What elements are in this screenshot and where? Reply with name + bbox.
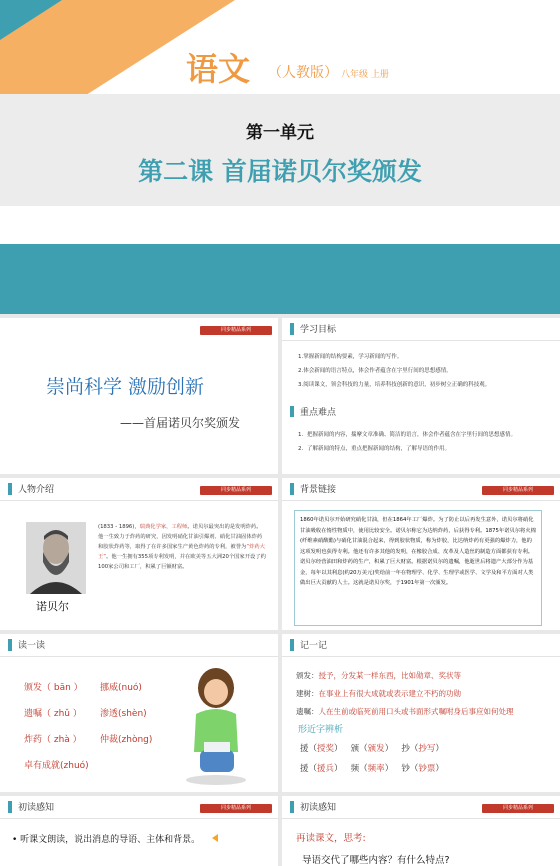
first-read-heading: 初读感知 xyxy=(18,803,55,813)
goal-item: 3.阅读课文，领会科技的力量，培养科技创新的意识，初步树立正确的科技观。 xyxy=(298,382,491,388)
definition-row: 遗嘱：人在生前或临死前用口头或书面形式嘱咐身后事应如何处理 xyxy=(296,707,514,716)
similar-chars-row: 援（授奖） 颁（颁发） 抄（抄写） xyxy=(300,744,444,754)
person-slide xyxy=(0,478,278,630)
teal-triangle-decoration xyxy=(0,0,62,40)
lesson-title: 第二课 首届诺贝尔奖颁发 xyxy=(138,157,422,186)
theme-subtitle: ——首届诺贝尔奖颁发 xyxy=(120,416,241,430)
goals-header xyxy=(282,318,560,341)
header-bar-icon xyxy=(290,639,294,651)
bio-main: 。诺贝尔最突出的是发明炸药。他一生致力于炸药的研究，因发明硝化甘油引爆剂、硝化甘油固体炸药和胶状炸药等，取得了在许多国家生产黄色炸药的专利，被誉为 xyxy=(98,524,263,550)
first-read-2-heading: 初读感知 xyxy=(300,803,337,813)
header-bar-icon xyxy=(8,639,12,651)
lead-question: 导语交代了哪些内容？有什么特点? xyxy=(302,855,450,866)
theme-slide xyxy=(0,318,278,474)
reading-header xyxy=(0,634,278,657)
word-item: 渗透(shèn) xyxy=(100,709,147,719)
speaker-icon[interactable] xyxy=(212,834,218,842)
reading-slide xyxy=(0,634,278,792)
key-points-header xyxy=(282,402,560,420)
series-badge: 同步精品系列 xyxy=(200,326,272,335)
header-bar-icon xyxy=(290,483,294,495)
similar-chars-heading: 形近字辨析 xyxy=(298,725,344,735)
word-item: 颁发（ bān ） xyxy=(24,683,83,693)
teal-band xyxy=(0,244,560,314)
header-bar-icon xyxy=(290,406,294,417)
unit-title: 第一单元 xyxy=(246,123,314,143)
background-text: 1860年诺贝尔开始研究硝化甘油，但在1864年工厂爆炸。为了防止以后再发生意外，诺贝尔将硝化甘油吸收在惰性物质中，使用比较安全。诺贝尔称它为达纳炸药，后获得专利。1875年诺贝尔将火棉(纤维素硝酸酯)与硝化甘油混合起来，得到胶状物质，称为炸胶，比达纳炸药有更强的爆炸力，他的这项发明也获得专利。他还有许多其他的发明，在橡胶合成、皮革及人造丝的制造方面都获有专利。诺贝尔经营油田和炸药的生产，积累了巨大财富。根据诺贝尔的遗嘱，他逝世后将遗产大部分作为基金，每年以其利息(约20万美元)奖给前一年在物理学、化学、生理学或医学、文学及和平方面对人类做出巨大贡献的人士。这就是诺贝尔奖，于1901年第一次颁发。 xyxy=(294,510,542,626)
bio-roles: 瑞典化学家，工程师 xyxy=(139,524,188,530)
definition-row: 颁发：授予，分发某一样东西，比如勋章、奖状等 xyxy=(296,671,461,680)
goals-slide xyxy=(282,318,560,474)
word-item: 炸药（ zhà ） xyxy=(24,735,82,745)
reread-prompt: 再读课文，思考: xyxy=(296,833,366,844)
header-bar-icon xyxy=(8,483,12,495)
header-bar-icon xyxy=(290,323,294,335)
background-slide xyxy=(282,478,560,630)
goal-item: 2.体会新闻的语言特点，体会作者蕴含在字里行间的思想感情。 xyxy=(298,368,452,374)
girl-reading-image xyxy=(178,662,254,788)
memo-slide xyxy=(282,634,560,792)
memo-heading: 记一记 xyxy=(300,641,328,651)
person-heading: 人物介绍 xyxy=(18,485,55,495)
goal-item: 1.掌握新闻的结构要素，学习新闻的写作。 xyxy=(298,354,403,360)
subject-logo: 语文 xyxy=(186,50,251,88)
series-badge: 同步精品系列 xyxy=(482,804,554,813)
header-bar-icon xyxy=(8,801,12,813)
word-item: 仲裁(zhòng) xyxy=(100,735,153,745)
gray-band xyxy=(0,94,560,206)
grade-label: 八年级 上册 xyxy=(341,70,389,80)
reading-heading: 读一读 xyxy=(18,641,46,651)
first-read-2-slide xyxy=(282,796,560,866)
first-read-bullet: • 听课文朗读，说出消息的导语、主体和背景。 xyxy=(12,835,201,845)
key-point-item: 1．把握新闻的内容，揣摩文章准确、简洁的语言，体会作者蕴含在字里行间的思想感情。 xyxy=(298,432,517,438)
word-item: 卓有成就(zhuó) xyxy=(24,761,89,771)
key-point-item: 2．了解新闻的特点，重点把握新闻的结构，了解导语的作用。 xyxy=(298,446,451,452)
edition-label: （人教版） xyxy=(268,65,338,81)
word-item: 遗嘱（ zhǔ ） xyxy=(24,709,82,719)
series-badge: 同步精品系列 xyxy=(200,486,272,495)
bio-tail: 。他一生拥有355项专利发明，并在欧美等五大洲20个国家开设了约100家公司和工厂，积累了巨额财富。 xyxy=(98,554,266,570)
memo-header xyxy=(282,634,560,657)
similar-chars-row: 援（援兵） 频（频率） 钞（钞票） xyxy=(300,764,444,774)
key-points-heading: 重点难点 xyxy=(300,408,337,418)
word-item: 挪威(nuó) xyxy=(100,683,142,693)
series-badge: 同步精品系列 xyxy=(200,804,272,813)
person-name: 诺贝尔 xyxy=(36,600,69,613)
first-read-slide xyxy=(0,796,278,866)
header-bar-icon xyxy=(290,801,294,813)
key-points-list xyxy=(298,428,516,456)
background-heading: 背景链接 xyxy=(300,485,337,495)
person-bio xyxy=(98,522,266,572)
cover-slide xyxy=(0,0,560,314)
goals-list xyxy=(298,350,490,392)
definition-row: 建树：在事业上有很大成就或表示建立不朽的功勋 xyxy=(296,689,461,698)
bio-nickname: “炸药大王” xyxy=(98,544,265,560)
theme-title: 崇尚科学 激励创新 xyxy=(46,376,205,398)
series-badge: 同步精品系列 xyxy=(482,486,554,495)
bio-years: (1833 - 1896)， xyxy=(98,524,140,530)
nobel-portrait-image xyxy=(26,522,86,594)
goals-heading: 学习目标 xyxy=(300,325,337,335)
